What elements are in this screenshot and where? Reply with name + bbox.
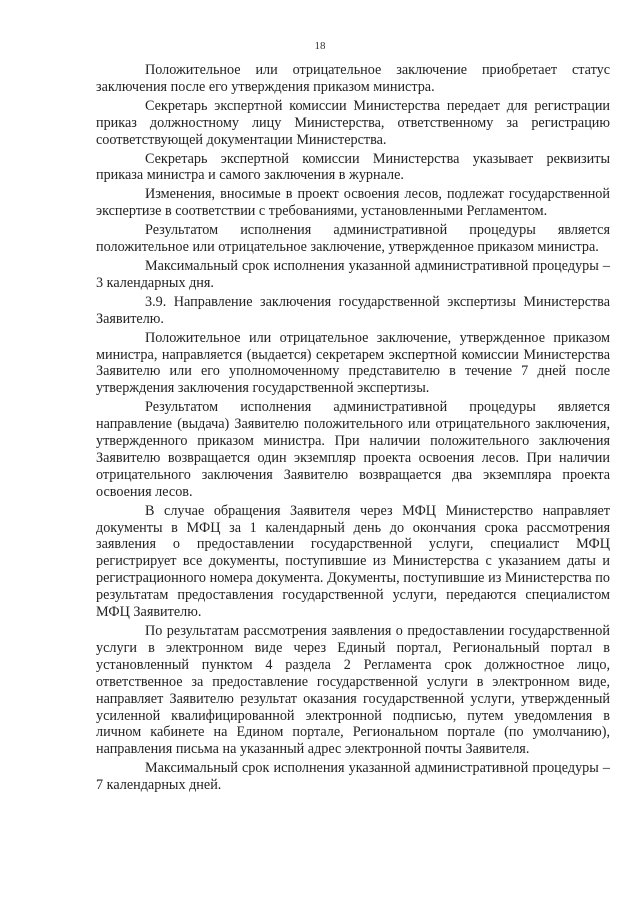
paragraph-conclusion-status: Положительное или отрицательное заключение приобретает статус заключения после его утверждения приказом министра. [96, 62, 610, 95]
page-number: 18 [314, 40, 326, 52]
section-heading-3-9: 3.9. Направление заключения государственной экспертизы Министерства Заявителю. [96, 293, 610, 327]
paragraph-procedure-result: Результатом исполнения административной процедуры является положительное или отрицательное заключение, утвержденное приказом министра. [96, 222, 610, 256]
paragraph-secretary-registration: Секретарь экспертной комиссии Министерства передает для регистрации приказ должностному лицу Министерства, ответственному за регистрацию соответствующей документации Министерства. [96, 97, 610, 148]
paragraph-mfc-request: В случае обращения Заявителя через МФЦ Министерство направляет документы в МФЦ за 1 календарный день до окончания срока рассмотрения заявления о предоставлении государственной услуги, специалист МФЦ регистрирует все документы, поступившие из Министерства с указанием даты и регистрационного номера документа. Документы, поступившие из Министерства по результатам предоставления государственной услуги, передаются специалистом МФЦ Заявителю. [96, 502, 610, 621]
paragraph-electronic-result: По результатам рассмотрения заявления о предоставлении государственной услуги в электронном виде через Единый портал, Региональный портал в установленный пунктом 4 раздела 2 Регламента срок должностное лицо, ответственное за предоставление государственной услуги в электронном виде, направляет Заявителю результат оказания государственной услуги, утвержденный усиленной квалифицированной электронной подписью, путем уведомления в личном кабинете на Едином портале, Региональном портале (по умолчанию), направления письма на указанный адрес электронной почты Заявителя. [96, 623, 610, 758]
paragraph-max-term-3-days: Максимальный срок исполнения указанной административной процедуры – 3 календарных дня. [96, 257, 610, 291]
document-body [96, 62, 610, 796]
paragraph-project-changes: Изменения, вносимые в проект освоения лесов, подлежат государственной экспертизе в соответствии с требованиями, установленными Регламентом. [96, 186, 610, 220]
paragraph-conclusion-delivery: Положительное или отрицательное заключение, утвержденное приказом министра, направляется (выдается) секретарем экспертной комиссии Министерства Заявителю или его уполномоченному представителю в течение 7 дней после утверждения заключения государственной экспертизы. [96, 329, 610, 397]
paragraph-max-term-7-days: Максимальный срок исполнения указанной административной процедуры – 7 календарных дней. [96, 760, 610, 794]
paragraph-delivery-result: Результатом исполнения административной процедуры является направление (выдача) Заявителю положительного или отрицательного заключения, утвержденного приказом министра. При наличии положительного заключения Заявителю возвращается один экземпляр проекта освоения лесов. При наличии отрицательного заключения Заявителю возвращается два экземпляра проекта освоения лесов. [96, 399, 610, 500]
paragraph-secretary-journal: Секретарь экспертной комиссии Министерства указывает реквизиты приказа министра и самого заключения в журнале. [96, 150, 610, 184]
